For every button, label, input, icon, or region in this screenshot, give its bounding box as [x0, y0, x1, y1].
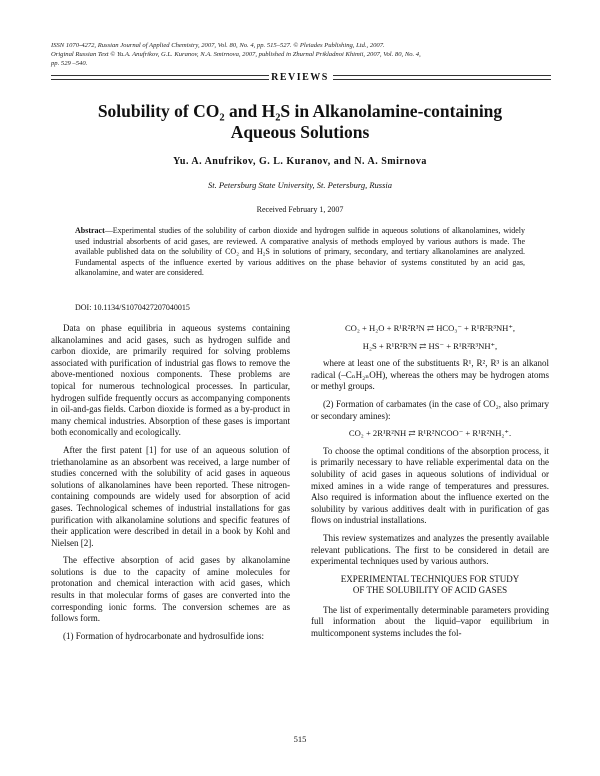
left-paragraph-4: (1) Formation of hydrocarbonate and hydrosulfide ions:	[63, 630, 264, 641]
section-label: REVIEWS	[271, 72, 329, 83]
header-line-2: Original Russian Text © Yu.A. Anufrikov, G.L. Kuranov, N.A. Smirnova, 2007, published in Zhurnal Prikladnoi Khimii, 2007, Vol. 80, No. 4,	[51, 51, 421, 58]
left-column	[51, 323, 290, 648]
title-line-2: Aqueous Solutions	[230, 122, 370, 142]
header-line-3: pp. 529 –540.	[51, 60, 88, 67]
section-heading-line-1: EXPERIMENTAL TECHNIQUES FOR STUDY	[340, 573, 520, 584]
right-column	[311, 323, 549, 646]
received-date: Received February 1, 2007	[256, 205, 344, 214]
abstract	[75, 226, 525, 279]
doi: DOI: 10.1134/S1070427207040015	[75, 303, 190, 312]
page-number: 515	[293, 734, 307, 744]
right-paragraph-4: This review systematizes and analyzes the presently available relevant publications. The first to be considered in detail are experimental techniques used by various authors.	[311, 532, 549, 567]
right-paragraph-2: (2) Formation of carbamates (in the case of CO₂, also primary or secondary amines):	[311, 398, 549, 421]
abstract-text: —Experimental studies of the solubility of carbon dioxide and hydrogen sulfide in aqueous solutions of alkanolamines, widely used industrial absorbents of acid gases, are reviewed. A comparative analysis of methods employed by various authors is made. The available published data on the solubility of CO₂ and H₂S in solutions of primary, secondary, and tertiary alkanolamines are analyzed. Fundamental aspects of the influence exerted by various additives on the phase behavior of systems constituted by an acid gas, alkanolamine, and water are considered.	[75, 226, 525, 278]
equation-1: CO₂ + H₂O + R¹R²R³N ⇄ HCO₃⁻ + R¹R²R³NH⁺,	[344, 323, 516, 333]
right-paragraph-1: where at least one of the substituents R¹, R², R³ is an alkanol radical (–CₙH₂ₙOH), whereas the others may be hydrogen atoms or methyl groups.	[311, 358, 549, 392]
authors: Yu. A. Anufrikov, G. L. Kuranov, and N. A. Smirnova	[173, 156, 427, 167]
section-heading-line-2: OF THE SOLUBILITY OF ACID GASES	[352, 585, 508, 596]
section-heading	[311, 574, 549, 597]
abstract-label: Abstract	[75, 226, 105, 235]
title-line-1: Solubility of CO₂ and H₂S in Alkanolamine-containing	[97, 101, 503, 121]
left-paragraph-2: After the first patent [1] for use of an aqueous solution of triethanolamine as an absorbent was received, a large number of studies concerned with the solubility of acid gases in aqueous solutions of alkanolamines have been reported. These nitrogen-containing compounds are widely used for absorption of acid gases. Technological schemes of industrial installations for gas purification with alkanolamine solutions and specific features of their application were described in detail in a book by Kohl and Nielsen [2].	[51, 444, 290, 548]
header-line-1: ISSN 1070-4272, Russian Journal of Applied Chemistry, 2007, Vol. 80, No. 4, pp. 515–527. © Pleiades Publishing, Ltd., 2007.	[51, 42, 385, 49]
article-title	[40, 101, 560, 143]
equation-3: CO₂ + 2R¹R²NH ⇄ R¹R²NCOO⁻ + R¹R²NH₂⁺.	[348, 428, 512, 439]
right-paragraph-5: The list of experimentally determinable parameters providing full information about the liquid–vapor equilibrium in multicomponent systems includes the fol-	[311, 604, 549, 639]
equation-2: H₂S + R¹R²R³N ⇄ HS⁻ + R¹R²R³NH⁺,	[362, 340, 498, 351]
left-paragraph-1: Data on phase equilibria in aqueous systems containing alkanolamines and acid gases, such as hydrogen sulfide and carbon dioxide, are primarily required for solving problems associated with purification of industrial gas flows to remove the above-mentioned noxious components. These problems are topical for numerous technological processes. In particular, hydrogen sulfide frequently occurs as accompanying components in oil-and-gas fields. Carbon dioxide is formed as a by-product in many chemical industries. Absorption of these gases is important both economically and ecologically.	[51, 323, 290, 438]
right-paragraph-3: To choose the optimal conditions of the absorption process, it is primarily necessary to have reliable experimental data on the solubility of acid gases in aqueous solutions of individual or mixed amines in a wide range of temperatures and pressures. Also required is information about the influence exerted on the solubility by various additives dealt with in purification of gas flows on industrial installations.	[311, 445, 549, 526]
left-paragraph-3: The effective absorption of acid gases by alkanolamine solutions is due to the capacity of amine molecules for protonation and chemical interaction with acid gases, which results in that molecular forms of gases are converted into the corresponding ionic forms. The conversion schemes are as follows form.	[51, 555, 290, 624]
affiliation: St. Petersburg State University, St. Petersburg, Russia	[208, 180, 392, 190]
right-rule	[333, 75, 551, 80]
journal-header	[51, 41, 551, 68]
